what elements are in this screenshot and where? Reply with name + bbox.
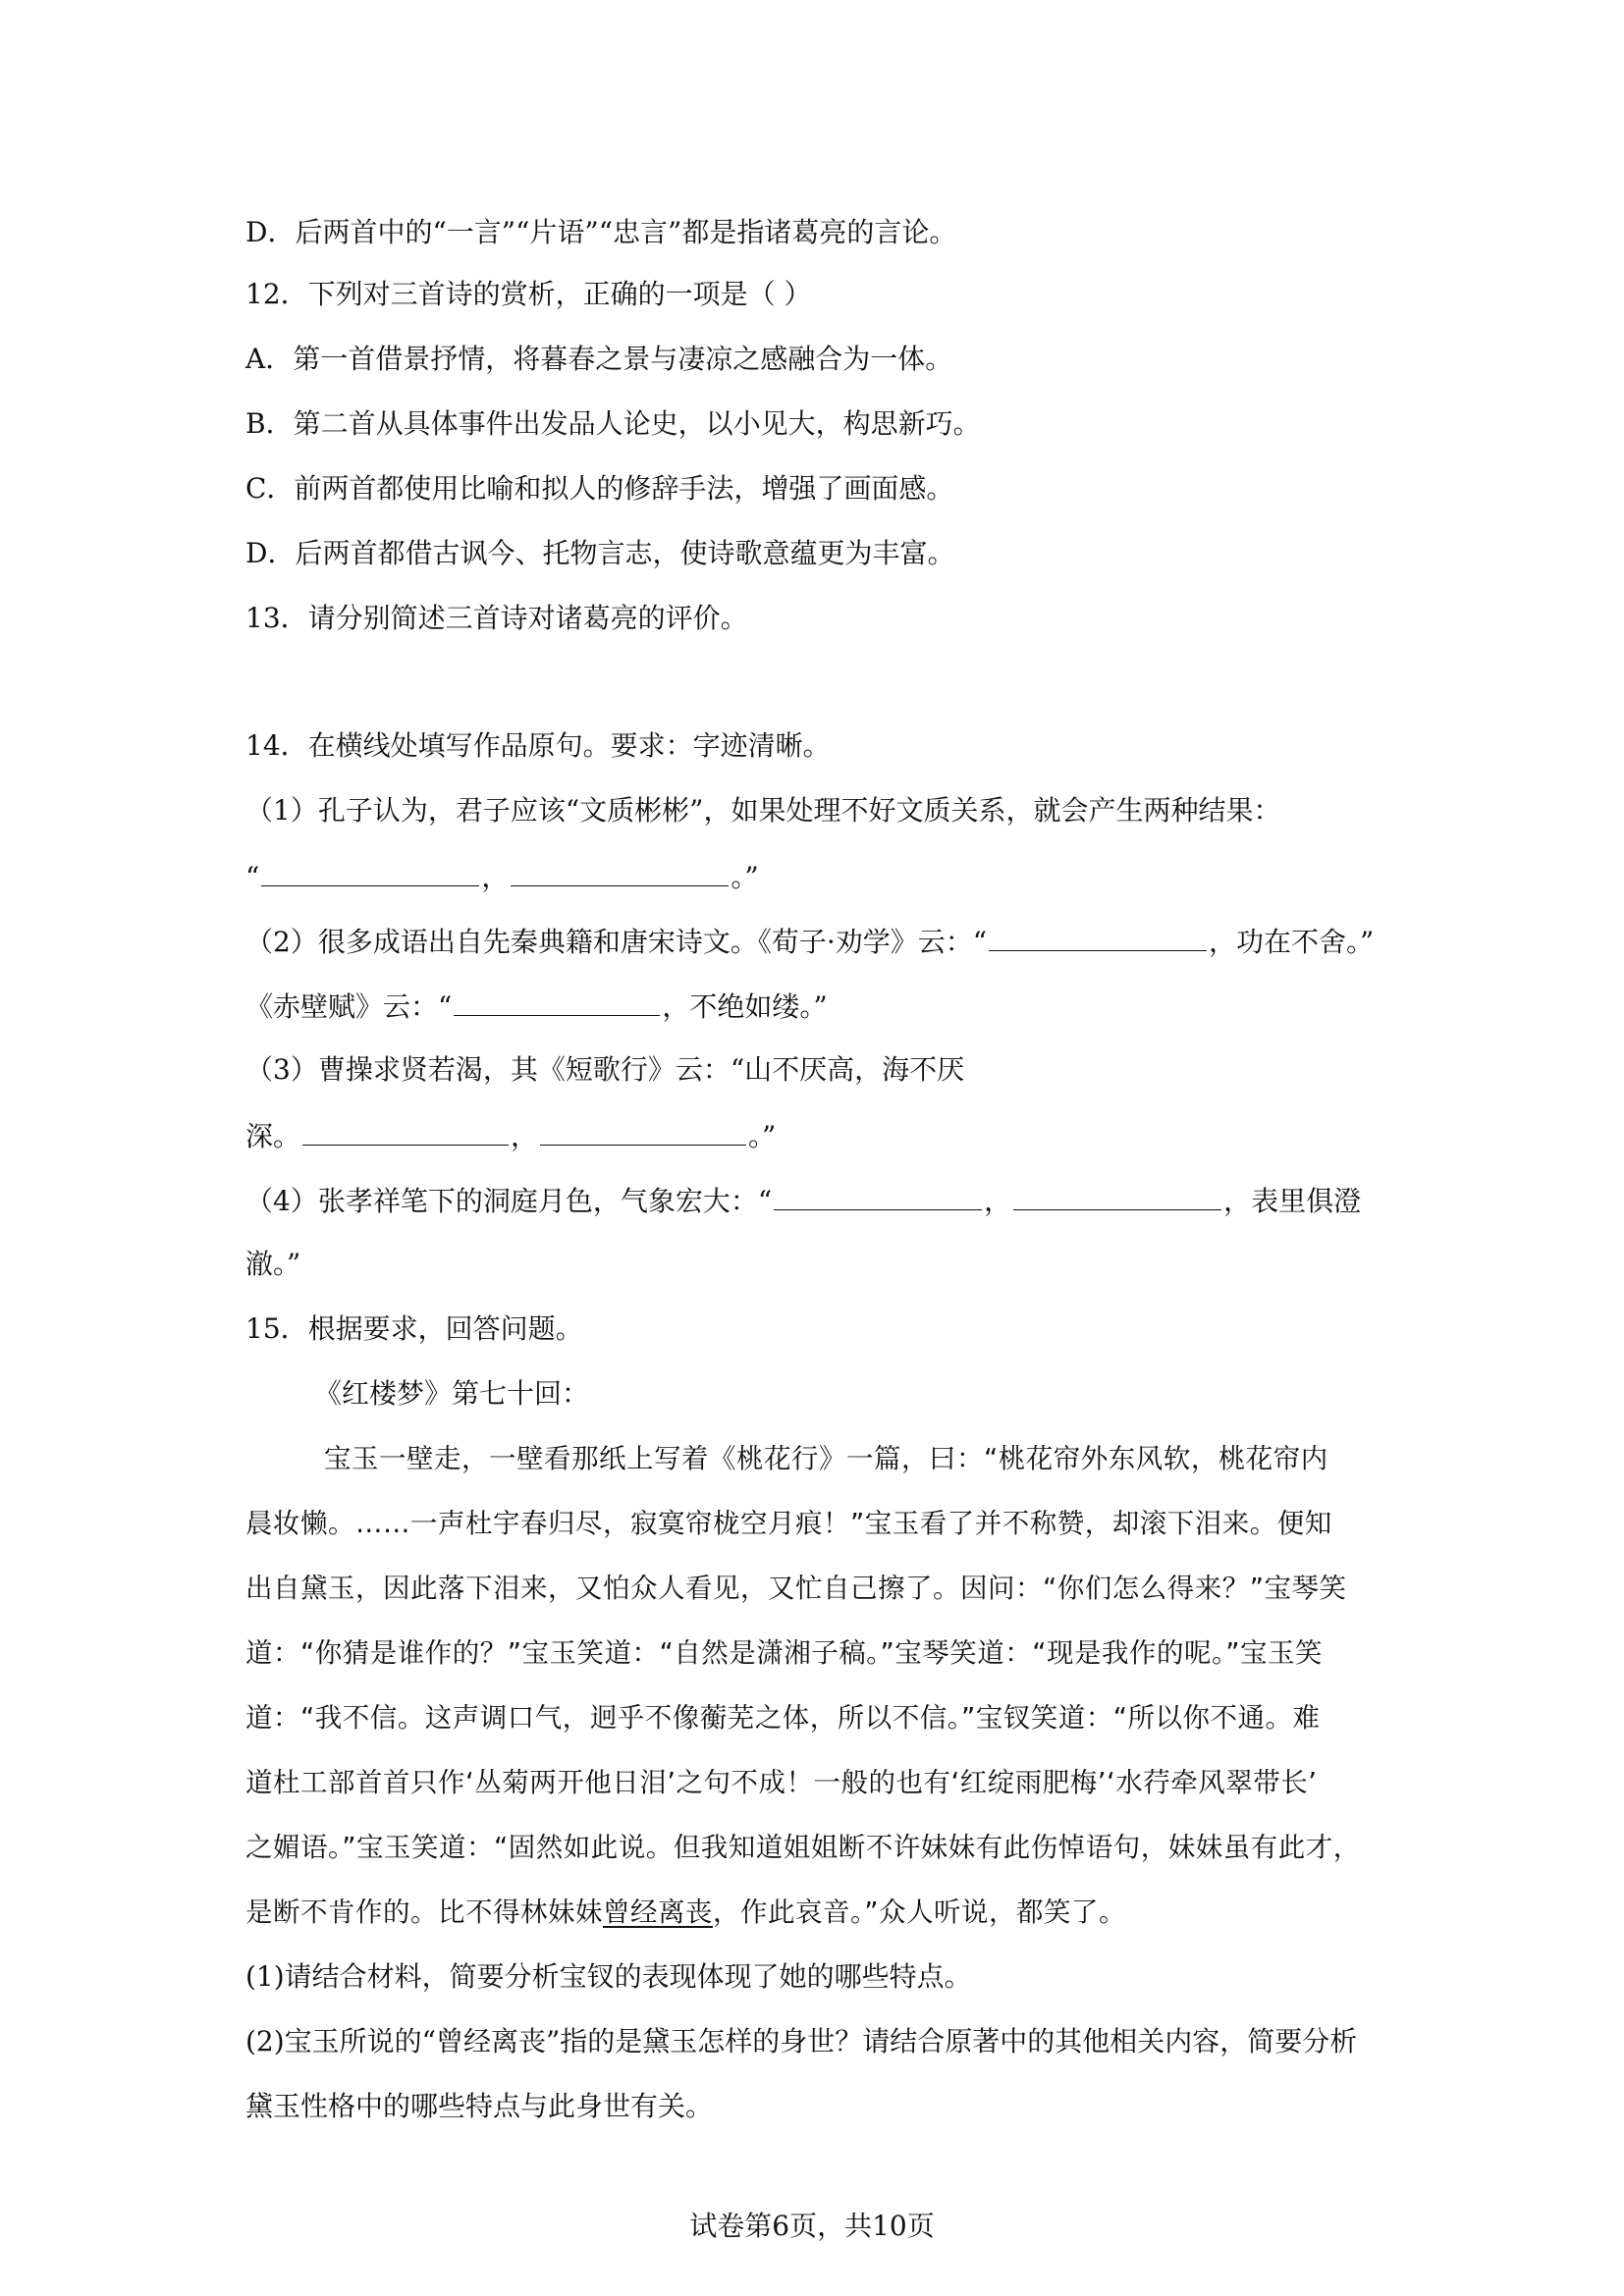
q14-part3-line1: （3）曹操求贤若渴，其《短歌行》云：“山不厌高，海不厌 [245, 1053, 965, 1086]
q14-part2-text: ，功在不舍。” [1209, 926, 1375, 958]
q14-part2-text: （2）很多成语出自先秦典籍和唐宋诗文。《荀子·劝学》云：“ [245, 926, 988, 958]
q14-part4-line1 [245, 1180, 1394, 1221]
q14-part4-text: ，表里俱澄 [1223, 1185, 1362, 1217]
q12-option-a: A．第一首借景抒情，将暮春之景与凄凉之感融合为一体。 [245, 343, 953, 375]
separator: ， [481, 861, 510, 893]
close-quote: 。” [748, 1120, 777, 1152]
q14-stem: 14．在横线处填写作品原句。要求：字迹清晰。 [245, 729, 831, 762]
q14-part2-text: ，不绝如缕。” [662, 990, 828, 1023]
q14-part3-text: 深。 [245, 1120, 301, 1152]
q14-part2-line2 [245, 986, 1394, 1027]
q15-stem: 15．根据要求，回答问题。 [245, 1312, 583, 1345]
answer-blank[interactable] [540, 1115, 746, 1146]
passage-line [245, 1893, 1394, 1932]
q14-part4-line2: 澈。” [245, 1248, 301, 1280]
q12-stem: 12．下列对三首诗的赏析，正确的一项是（ ） [245, 278, 812, 310]
passage-text: ，作此哀音。”众人听说，都笑了。 [713, 1896, 1126, 1928]
q14-part3-line2 [245, 1115, 1394, 1156]
q12-option-c: C．前两首都使用比喻和拟人的修辞手法，增强了画面感。 [245, 472, 954, 505]
answer-blank[interactable] [511, 856, 729, 886]
q13-stem: 13．请分别简述三首诗对诸葛亮的评价。 [245, 602, 748, 634]
passage-line: 之媚语。”宝玉笑道：“固然如此说。但我知道姐姐断不许妹妹有此伤悼语句，妹妹虽有此才， [245, 1832, 1361, 1863]
page-footer: 试卷第6页，共10页 [689, 2210, 935, 2242]
answer-blank[interactable] [454, 986, 660, 1016]
passage-line: 道：“我不信。这声调口气，迥乎不像蘅芜之体，所以不信。”宝钗笑道：“所以你不通。难 [245, 1702, 1321, 1734]
passage-text: 是断不肯作的。比不得林妹妹 [245, 1896, 603, 1928]
underlined-phrase: 曾经离丧 [603, 1896, 713, 1928]
q15-subquestion-1: (1)请结合材料，简要分析宝钗的表现体现了她的哪些特点。 [245, 1960, 972, 1993]
answer-blank[interactable] [1013, 1180, 1221, 1210]
open-quote: “ [245, 861, 260, 893]
passage-line: 道：“你猜是谁作的？”宝玉笑道：“自然是潇湘子稿。”宝琴笑道：“现是我作的呢。”宝玉笑 [245, 1637, 1323, 1669]
q14-part1-prompt: （1）孔子认为，君子应该“文质彬彬”，如果处理不好文质关系，就会产生两种结果： [245, 794, 1281, 827]
q15-source: 《红楼梦》第七十回： [314, 1377, 590, 1410]
passage-line: 晨妆懒。……一声杜宇春归尽，寂寞帘栊空月痕！”宝玉看了并不称赞，却滚下泪来。便知 [245, 1508, 1332, 1539]
passage-line: 出自黛玉，因此落下泪来，又怕众人看见，又忙自己擦了。因问：“你们怎么得来？”宝琴笑 [245, 1573, 1347, 1604]
q14-part1-answer-line [245, 856, 1394, 897]
q14-part2-text: 《赤壁赋》云：“ [245, 990, 453, 1023]
q12-option-d: D．后两首都借古讽今、托物言志，使诗歌意蕴更为丰富。 [245, 537, 955, 569]
separator: ， [511, 1120, 539, 1152]
separator: ， [984, 1185, 1012, 1217]
answer-blank[interactable] [774, 1180, 982, 1210]
q15-subquestion-2-line2: 黛玉性格中的哪些特点与此身世有关。 [245, 2090, 714, 2122]
passage-line: 宝玉一壁走，一壁看那纸上写着《桃花行》一篇，曰：“桃花帘外东风软，桃花帘内 [324, 1443, 1328, 1474]
q14-part2-line1 [245, 921, 1394, 962]
close-quote: 。” [731, 861, 759, 893]
answer-blank[interactable] [989, 921, 1207, 951]
passage-line: 道杜工部首首只作‘丛菊两开他日泪’之句不成！一般的也有‘红绽雨肥梅’‘水荇牵风翠带长’ [245, 1767, 1318, 1798]
q12-option-b: B．第二首从具体事件出发品人论史，以小见大，构思新巧。 [245, 407, 981, 440]
q14-part4-text: （4）张孝祥笔下的洞庭月色，气象宏大：“ [245, 1185, 773, 1217]
answer-blank[interactable] [261, 856, 479, 886]
answer-blank[interactable] [302, 1115, 509, 1146]
q11-option-d: D．后两首中的“一言”“片语”“忠言”都是指诸葛亮的言论。 [245, 216, 957, 248]
q15-subquestion-2-line1: (2)宝玉所说的“曾经离丧”指的是黛玉怎样的身世？请结合原著中的其他相关内容，简要分析 [245, 2025, 1358, 2057]
